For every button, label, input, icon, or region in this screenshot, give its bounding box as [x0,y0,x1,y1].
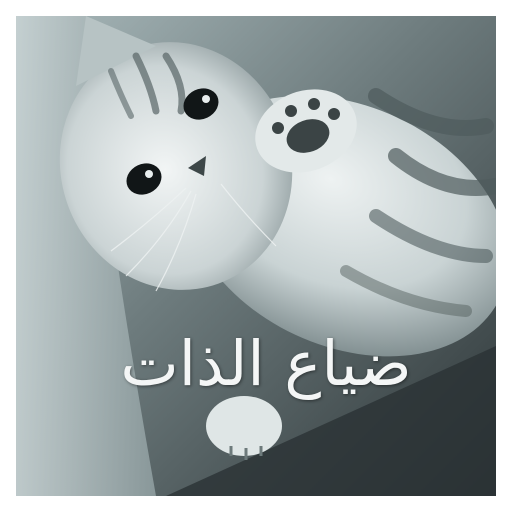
image-frame [16,16,496,496]
caption-text: ضياع الذات [120,327,412,400]
kitten-photo [16,16,496,496]
